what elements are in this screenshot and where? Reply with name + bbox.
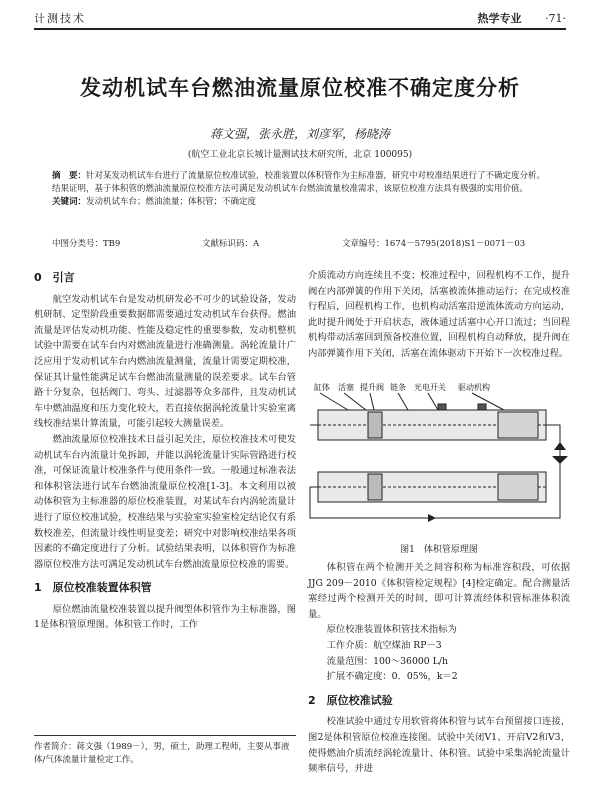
- right-column-bottom: [308, 560, 570, 777]
- section-and-page: [478, 10, 567, 26]
- spec-flow-range: 流量范围：100～36000 L/h: [326, 655, 448, 667]
- intro-heading: 0 引言: [34, 271, 75, 284]
- keywords: [52, 196, 548, 209]
- prover-diagram: [308, 380, 570, 530]
- fig-label-poppet-valve: 提升阀: [360, 383, 384, 392]
- spec-medium: 工作介质：航空煤油 RP－3: [326, 639, 442, 651]
- intro-paragraph-1: 航空发动机试车台是发动机研发必不可少的试验设备，发动机研制、定型阶段重要数据都需要通过发动机试车台获得。燃油流量是评估发动机功能、性能及稳定性的重要参数，发动机整机试验中需要在试车台内对燃油流量进行准确测量。涡轮流量计广泛应用于发动机试车台内燃油流量测量，流量计需要定期校准，保证其计量性能满足试车台燃油流量测量的误差要求。试车台管路十分复杂，包括阀门、弯头、过滤器等众多部件，且发动机试车中燃油温度和压力变化较大，若直接依据涡轮流量计实验室离线校准结果计算流量，可能引起较大测量误差。: [34, 293, 296, 430]
- section2-heading: 2 原位校准试验: [308, 693, 393, 707]
- fig-label-drive: 驱动机构: [458, 383, 490, 392]
- page-number: ·71·: [545, 12, 566, 25]
- paper-title: 发动机试车台燃油流量原位校准不确定度分析: [80, 76, 520, 100]
- section2-paragraph: 校准试验中通过专用软管将体积管与试车台预留接口连接，图2是体积管原位校准连接图。试验中关闭V1、开启V2和V3，使得燃油介质流经涡轮流量计、体积管。试验中采集涡轮流量计频率信号，并进: [308, 716, 570, 775]
- right-paragraph-1: 介质流动方向连续且不变；校准过程中，回程机构不工作，提升阀在内部弹簧的作用下关闭，活塞被流体推动运行；在完成校准行程后，回程机构工作，也机构动活塞沿逆流体流动方向运动，此时提升阀处于开启状态，液体通过活塞中心开口流过；当回程机构带动活塞回到预备校准位置，回程机构自动释放，提升阀在内部弹簧作用下关闭，活塞在流体驱动下开始下一次校准过程。: [308, 270, 570, 359]
- abstract-label: 摘 要：: [52, 171, 87, 181]
- right-column-top: [308, 268, 570, 362]
- abstract-block: [52, 170, 548, 209]
- section-name: 热学专业: [477, 12, 522, 25]
- fig-label-cylinder: 缸体: [314, 383, 330, 392]
- fig-label-photo-switch: 光电开关: [414, 383, 446, 392]
- article-number: 文章编号：1674－5795(2018)S1－0071－03: [342, 239, 526, 249]
- abstract-text: 针对某发动机试车台进行了流量原位校准试验，校准装置以体积管作为主标准器，研究中对校准结果进行了不确定度分析。结果证明，基于体积管的燃油流量原位校准方法可满足发动机试车台燃油流量校准需求，该原位校准方法具有极强的实用价值。: [52, 171, 546, 194]
- fig-label-piston: 活塞: [338, 383, 354, 392]
- affiliation: (航空工业北京长城计量测试技术研究所，北京 100095): [187, 150, 413, 160]
- clc-number: 中图分类号：TB9: [52, 239, 121, 249]
- figure-caption: 图1 体积管原理图: [400, 545, 478, 555]
- right-paragraph-2: 体积管在两个检测开关之间容积称为标准容积段，可依据JJG 209－2010《体积管检定规程》[4]检定确定。配合测量活塞经过两个检测开关的时间，即可计算流经体积管标准体积流量。: [308, 562, 570, 620]
- spec-uncertainty: 扩展不确定度：0．05%，k＝2: [326, 671, 458, 683]
- section1-paragraph: 原位燃油流量校准装置以提升阀型体积管作为主标准器，图1是体积管原理图。体积管工作时，工作: [34, 603, 296, 631]
- running-header: [34, 6, 566, 30]
- document-code: 文献标识码：A: [202, 239, 260, 249]
- header-rule: [34, 28, 566, 30]
- left-column: [34, 262, 296, 633]
- section1-heading: 1 原位校准装置体积管: [34, 581, 152, 595]
- authors: 蒋文强，张永胜，刘彦军，杨晓涛: [209, 127, 390, 141]
- journal-name: 计测技术: [34, 12, 86, 25]
- intro-paragraph-2: 燃油流量原位校准技术日益引起关注，原位校准技术可使发动机试车台内流量计免拆卸，并能以涡轮流量计实际管路进行校准，可保证流量计校准条件与使用条件一致。一般通过标准表法和体积管法进行试车台燃油流量原位校准[1-3]。本文利用以被动体积管为主标准器的原位校准装置，对某试车台内涡轮流量计进行了原位校准试验，校准结果与实验室实验室检定结论仅有系数校准差，但流量计线性明显变差；研究中对影响校准结果各项因素的不确定度进行了分析。试验结果表明，以体积管作为标准器原位校准方法可满足发动机试车台燃油流量原位校准的需要。: [34, 433, 296, 570]
- fig-label-chain: 链条: [390, 383, 406, 392]
- specs-intro: 原位校准装置体积管技术指标为: [326, 624, 457, 636]
- abstract: [52, 170, 548, 196]
- keywords-text: 发动机试车台；燃油流量；体积管；不确定度: [86, 197, 257, 207]
- author-footnote: 作者简介：蒋文强（1989－），男，硕士，助理工程师，主要从事液体/气体流量计量检定工作。: [34, 735, 296, 767]
- keywords-label: 关键词：: [52, 197, 87, 207]
